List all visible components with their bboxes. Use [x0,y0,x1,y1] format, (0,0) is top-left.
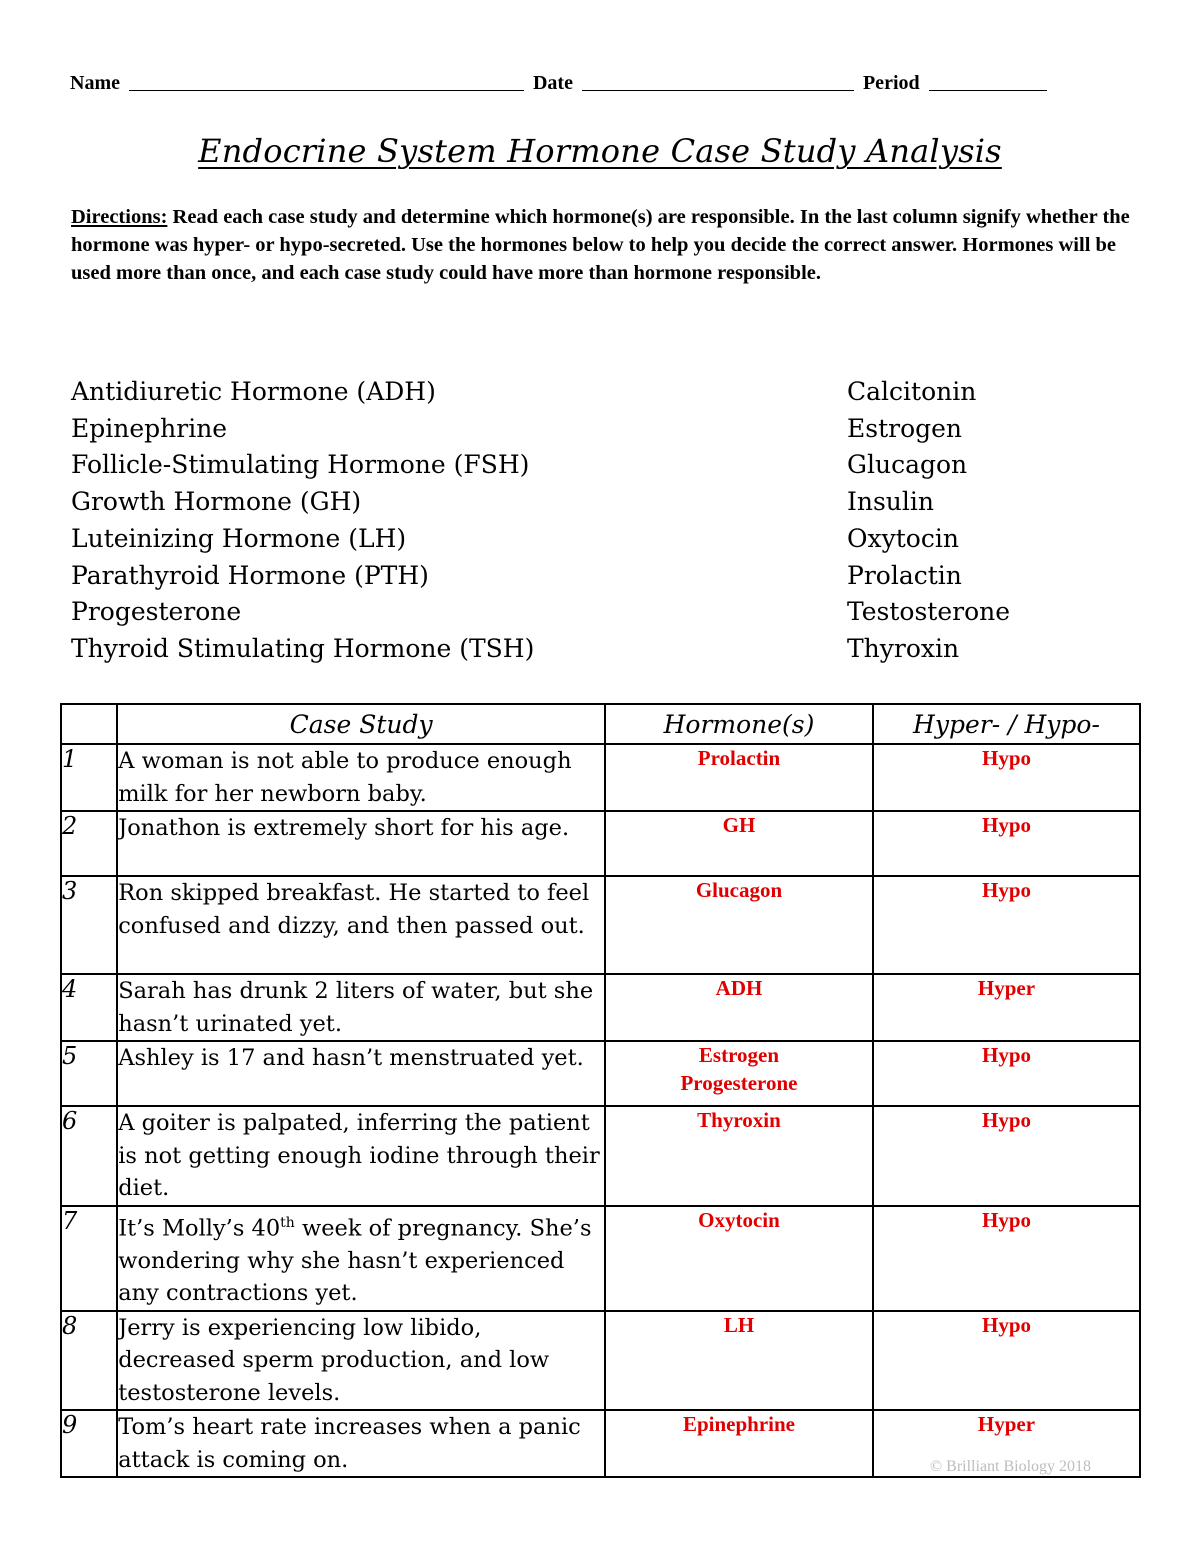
name-label: Name [70,72,120,94]
case-text: Ashley is 17 and hasn’t menstruated yet. [117,1041,605,1106]
table-header-row [61,704,1140,744]
table-row [61,876,1140,974]
period-label: Period [862,72,920,94]
directions-lead: Directions: [71,206,168,228]
hormone-item: Oxytocin [847,523,959,553]
case-text: A woman is not able to produce enough milk for her newborn baby. [117,744,605,811]
hormone-item: Thyroid Stimulating Hormone (TSH) [71,633,535,663]
case-text: Ron skipped breakfast. He started to feel confused and dizzy, and then passed out. [117,876,605,974]
header-number [61,704,117,744]
hyper-hypo-answer: Hypo [873,1106,1140,1206]
row-number: 6 [61,1106,117,1206]
table-row [61,974,1140,1041]
directions [71,203,1131,287]
hormone-item: Luteinizing Hormone (LH) [71,523,407,553]
row-number: 1 [61,744,117,811]
hormone-answer: LH [605,1311,873,1411]
row-number: 9 [61,1410,117,1477]
hormone-answer: Glucagon [605,876,873,974]
row-number: 5 [61,1041,117,1106]
hormone-item: Progesterone [71,597,242,627]
row-number: 4 [61,974,117,1041]
hormone-item: Growth Hormone (GH) [71,487,362,517]
header-hyper-hypo: Hyper- / Hypo- [873,704,1140,744]
name-blank [129,72,524,91]
hormone-answer: Prolactin [605,744,873,811]
case-text: Sarah has drunk 2 liters of water, but she hasn’t urinated yet. [117,974,605,1041]
hormone-answer: GH [605,811,873,876]
case-text-part: It’s Molly’s 40 [118,1215,281,1241]
hormone-item: Prolactin [847,560,962,590]
hormone-item: Calcitonin [847,377,977,406]
header-line [70,72,1080,95]
ordinal-suffix: th [280,1214,295,1231]
hormone-item: Thyroxin [847,633,960,663]
table-row [61,811,1140,876]
hyper-hypo-answer: Hypo [873,744,1140,811]
table-row [61,1206,1140,1311]
copyright-footer: © Brilliant Biology 2018 [930,1458,1092,1475]
hyper-hypo-answer: Hypo [873,1311,1140,1411]
date-blank [582,72,854,91]
hyper-hypo-answer: Hyper [873,974,1140,1041]
hormone-answer: Epinephrine [605,1410,873,1477]
row-number: 3 [61,876,117,974]
row-number: 7 [61,1206,117,1311]
hyper-hypo-answer: Hypo [873,811,1140,876]
directions-text: Read each case study and determine which hormone(s) are responsible. In the last column signify whether the hormone was hyper- or hypo-secreted. Use the hormones below to help you decide the correct answer. Hormones will be used more than once, and each case study could have more than hormone responsible. [71,206,1130,284]
table-row [61,1041,1140,1106]
hyper-hypo-answer: Hyper [873,1410,1140,1477]
hormone-answer: Estrogen Progesterone [605,1041,873,1106]
hormone-item: Estrogen [847,413,963,443]
hormone-answer: ADH [605,974,873,1041]
hormone-list-left [71,374,534,668]
table-row [61,1106,1140,1206]
hyper-hypo-answer: Hypo [873,876,1140,974]
case-text: A goiter is palpated, inferring the patient is not getting enough iodine through their diet. [117,1106,605,1206]
header-hormones: Hormone(s) [605,704,873,744]
hormone-item: Glucagon [847,450,968,480]
hormone-item: Antidiuretic Hormone (ADH) [71,377,436,406]
table-row [61,744,1140,811]
case-text-part: week of pregnancy. She’s wondering why she hasn’t experienced any contractions yet. [118,1215,592,1306]
hyper-hypo-answer: Hypo [873,1041,1140,1106]
case-text: Jerry is experiencing low libido, decreased sperm production, and low testosterone levels. [117,1311,605,1411]
hormone-item: Follicle-Stimulating Hormone (FSH) [71,450,530,480]
hormone-item: Epinephrine [71,413,228,443]
hormone-item: Parathyroid Hormone (PTH) [71,560,429,590]
case-study-table [60,703,1141,1478]
table-row [61,1311,1140,1411]
header-case-study: Case Study [117,704,605,744]
hormone-list-right [847,374,1010,668]
row-number: 2 [61,811,117,876]
period-blank [929,72,1047,91]
case-text: Tom’s heart rate increases when a panic attack is coming on. [117,1410,605,1477]
hyper-hypo-answer: Hypo [873,1206,1140,1311]
row-number: 8 [61,1311,117,1411]
page-title: Endocrine System Hormone Case Study Analysis [198,132,1002,170]
hormone-item: Insulin [847,487,934,517]
case-text [117,1206,605,1311]
hormone-answer: Thyroxin [605,1106,873,1206]
hormone-item: Testosterone [847,597,1011,627]
case-text: Jonathon is extremely short for his age. [117,811,605,876]
hormone-answer: Oxytocin [605,1206,873,1311]
date-label: Date [532,72,573,94]
